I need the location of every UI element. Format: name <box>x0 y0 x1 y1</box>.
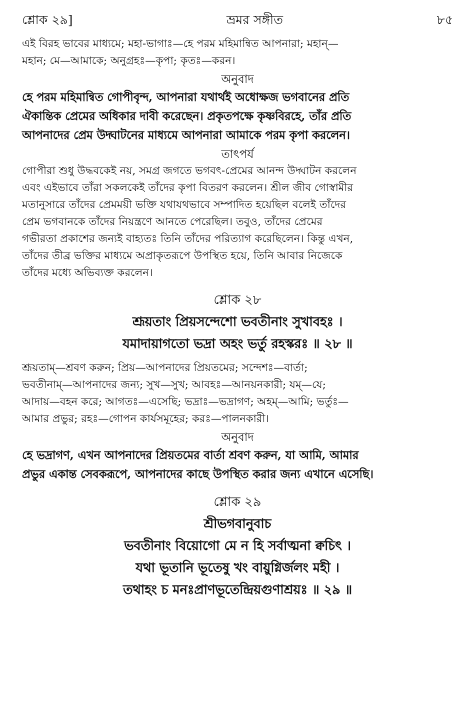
shloka-28-synonyms <box>22 360 453 428</box>
synonym-line: ভবতীনাম্—আপনাদের জন্য; সুখ—সুখ; আবহঃ—আনয়নকারী; যম্—যে; <box>22 379 326 391</box>
synonym-line: এই বিরহ ভাবের মাধ্যমে; মহা-ভাগাঃ—হে পরম মহিমান্বিত আপনারা; মহান্— <box>22 38 339 50</box>
page-number: ৮৫ <box>436 12 453 27</box>
book-page <box>22 12 453 602</box>
synonym-line: আমার প্রভুর; রহঃ—গোপন কার্যসমূহের; করঃ—পালনকারী। <box>22 413 270 425</box>
verse-line: ভবতীনাং বিয়োগো মে ন হি সর্বাত্মনা ক্বচিৎ । <box>124 539 351 554</box>
translation-line: হে ভদ্রাগণ, এখন আপনাদের প্রিয়তমের বার্তা শ্রবণ করুন, যা আমি, আমার <box>22 448 359 462</box>
purport-line: গভীরতা প্রকাশের জন্যই বাহ্যতঃ তিনি তাঁদের পরিত্যাগ করেছিলেন। কিন্তু এখন, <box>22 233 354 245</box>
header-chapter-title: ভ্রমর সঙ্গীত <box>226 12 283 27</box>
shloka-28-verse <box>22 312 453 356</box>
synonym-line: শ্রূয়তাম্—শ্রবণ করুন; প্রিয়—আপনাদের প্রিয়তমের; সন্দেশঃ—বার্তা; <box>22 362 308 374</box>
purport-body <box>22 163 453 282</box>
shloka-28-title: শ্লোক ২৮ <box>213 293 262 308</box>
synonyms-prev <box>22 36 453 70</box>
purport-line: মতানুসারে তাঁদের প্রেমময়ী ভক্তি যথাযথভাবে সম্পাদিত হয়েছিল বলেই তাঁদের <box>22 199 347 211</box>
shloka-29-speaker: শ্রীভগবানুবাচ <box>203 517 272 532</box>
translation-line: ঐকান্তিক প্রেমের অধিকার দাবী করেছেন। প্রকৃতপক্ষে কৃষ্ণবিরহে, তাঁর প্রতি <box>22 109 352 123</box>
purport-line: গোপীরা শুধু উদ্ধবকেই নয়, সমগ্র জগতে ভগবৎ-প্রেমের আনন্দ উদ্ঘাটন করলেন <box>22 165 357 177</box>
purport-line: তাঁদের তীব্র ভক্তির মাধ্যমে অপ্রাকৃতরূপে উপস্থিত হয়ে, তিনি আবার নিজেকে <box>22 250 343 262</box>
verse-line: শ্রূয়তাং প্রিয়সন্দেশো ভবতীনাং সুখাবহঃ । <box>132 315 343 330</box>
shloka-29-verse <box>22 536 453 602</box>
purport-line: এবং এইভাবে তাঁরা সকলকেই তাঁদের কৃপা বিতরণ করলেন। শ্রীল জীব গোস্বামীর <box>22 182 354 194</box>
purport-heading: তাৎপর্য <box>221 147 254 161</box>
synonym-line: মহান; মে—আমাকে; অনুগ্রহঃ—কৃপা; কৃতঃ—করন। <box>22 55 236 67</box>
synonym-line: আদায়—বহন করে; আগতঃ—এসেছি; ভদ্রাঃ—ভদ্রাগণ; অহম্—আমি; ভর্তুঃ— <box>22 396 349 408</box>
purport-line: তাঁদের মধ্যে অভিব্যক্ত করলেন। <box>22 267 153 279</box>
purport-line: প্রেম ভগবানকে তাঁদের নিয়ন্ত্রণে আনতে পেরেছিল। তবুও, তাঁদের প্রেমের <box>22 216 323 228</box>
translation-prev <box>22 88 453 145</box>
shloka-29-title: শ্লোক ২৯ <box>213 495 262 510</box>
translation-line: হে পরম মহিমান্বিত গোপীবৃন্দ, আপনারা যথার্থই অধোক্ষজ ভগবানের প্রতি <box>22 90 350 104</box>
verse-line: যথা ভূতানি ভূতেষু খং বায়ুগ্নির্জলং মহী । <box>135 561 340 576</box>
translation-heading: অনুবাদ <box>221 430 254 444</box>
translation-line: আপনাদের প্রেম উদ্ঘাটনের মাধ্যমে আপনারা আমাকে পরম কৃপা করলেন। <box>22 128 350 142</box>
translation-heading: অনুবাদ <box>221 72 254 86</box>
verse-line: যমাদায়াগতো ভদ্রা অহং ভর্তু রহস্করঃ ॥ ২৮ ॥ <box>122 337 353 352</box>
translation-line: প্রভুর একান্ত সেবকরূপে, আপনাদের কাছে উপস্থিত করার জন্য এখানে এসেছি। <box>22 467 374 481</box>
running-header <box>22 12 453 36</box>
shloka-28-translation <box>22 446 453 484</box>
verse-line: তথাহং চ মনঃপ্রাণভূতেন্দ্রিয়গুণাশ্রয়ঃ ॥ ২৯ ॥ <box>123 583 352 598</box>
header-verse-ref: শ্লোক ২৯] <box>22 12 73 27</box>
